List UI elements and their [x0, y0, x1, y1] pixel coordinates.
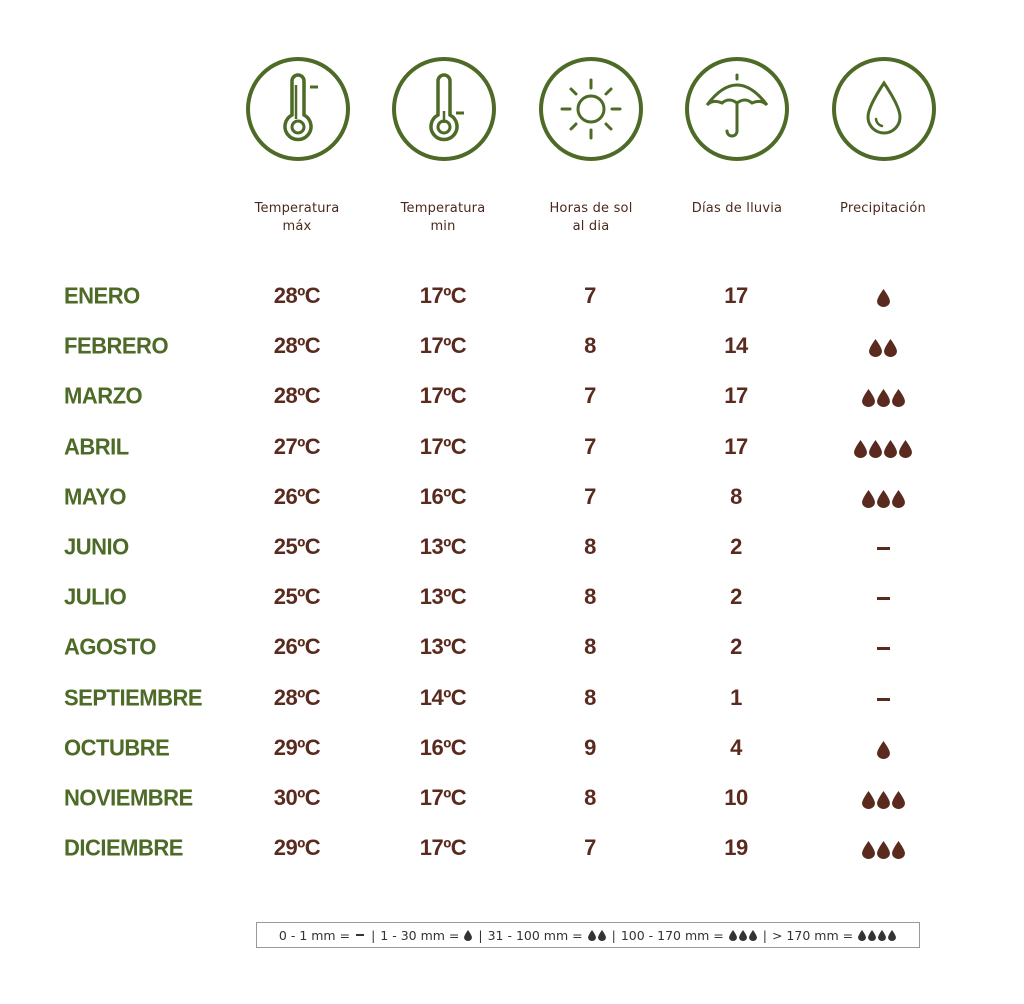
cell-tmax: 25ºC: [273, 584, 321, 609]
month-label: FEBRERO: [64, 332, 169, 359]
column-header-temp-min: [373, 200, 513, 236]
cell-tmax: 30ºC: [273, 785, 321, 810]
cell-precipitation: [823, 438, 943, 458]
cell-rain-days: 17: [724, 383, 748, 408]
drop-icon: [878, 930, 886, 941]
cell-sun: 7: [584, 484, 596, 509]
legend-separator: |: [371, 927, 376, 943]
cell-rain-days: 4: [730, 735, 742, 760]
cell-tmax: 27ºC: [273, 434, 321, 459]
month-label: AGOSTO: [64, 633, 156, 660]
legend-item: [380, 928, 473, 943]
dash-icon: [877, 698, 890, 701]
header-line: Temperatura: [400, 201, 486, 216]
cell-tmax: 29ºC: [273, 735, 321, 760]
cell-tmin: 17ºC: [419, 785, 467, 810]
sun-icon: [537, 55, 645, 163]
cell-tmin: 16ºC: [419, 735, 467, 760]
drop-icon: [854, 440, 867, 458]
drop-icon: [862, 389, 875, 407]
legend-range: 0 - 1 mm =: [278, 927, 351, 943]
drop-icon: [862, 490, 875, 508]
drop-icon: [858, 930, 866, 941]
drop-icon: [869, 440, 882, 458]
cell-tmax: 28ºC: [273, 333, 321, 358]
drop-icon: [892, 791, 905, 809]
cell-precipitation: [823, 588, 943, 607]
dash-icon: [356, 934, 364, 936]
month-label: MAYO: [64, 483, 126, 510]
legend-range: 31 - 100 mm =: [487, 927, 583, 943]
legend-item: [279, 928, 366, 943]
drop-icon: [862, 791, 875, 809]
cell-rain-days: 2: [730, 534, 742, 559]
cell-tmin: 17ºC: [419, 333, 467, 358]
column-header-rain-days: [667, 200, 807, 218]
cell-rain-days: 2: [730, 584, 742, 609]
cell-precipitation: [823, 387, 943, 407]
month-label: SEPTIEMBRE: [64, 684, 203, 711]
drop-icon: [729, 930, 737, 941]
drop-icon: [464, 930, 472, 941]
cell-sun: 7: [584, 434, 596, 459]
dash-icon: [877, 597, 890, 600]
column-header-precipitation: [813, 200, 953, 218]
drop-icon: [888, 930, 896, 941]
cell-precipitation: [823, 839, 943, 859]
legend-range: 1 - 30 mm =: [380, 927, 460, 943]
cell-sun: 8: [584, 333, 596, 358]
legend-range: > 170 mm =: [771, 927, 854, 943]
cell-tmin: 17ºC: [419, 283, 467, 308]
cell-sun: 8: [584, 685, 596, 710]
header-line: min: [430, 219, 456, 234]
cell-rain-days: 17: [724, 283, 748, 308]
column-header-temp-max: [227, 200, 367, 236]
cell-tmin: 14ºC: [419, 685, 467, 710]
cell-tmin: 16ºC: [419, 484, 467, 509]
drop-icon: [892, 490, 905, 508]
dash-icon: [877, 647, 890, 650]
drop-icon: [598, 930, 606, 941]
drop-icon: [892, 841, 905, 859]
month-label: MARZO: [64, 382, 143, 409]
month-label: DICIEMBRE: [64, 834, 183, 861]
raindrop-icon: [830, 55, 938, 163]
header-line: máx: [282, 219, 312, 234]
cell-sun: 9: [584, 735, 596, 760]
drop-icon: [892, 389, 905, 407]
header-line: al dia: [572, 219, 610, 234]
cell-tmax: 26ºC: [273, 634, 321, 659]
month-label: JUNIO: [64, 533, 129, 560]
cell-precipitation: [823, 538, 943, 557]
column-header-sun-hours: [521, 200, 661, 236]
cell-rain-days: 19: [724, 835, 748, 860]
drop-icon: [862, 841, 875, 859]
cell-sun: 7: [584, 835, 596, 860]
header-line: Días de lluvia: [691, 201, 783, 216]
drop-icon: [884, 339, 897, 357]
cell-precipitation: [823, 287, 943, 307]
drop-icon: [739, 930, 747, 941]
cell-rain-days: 14: [724, 333, 748, 358]
cell-rain-days: 8: [730, 484, 742, 509]
legend-range: 100 - 170 mm =: [620, 927, 724, 943]
cell-tmin: 13ºC: [419, 634, 467, 659]
cell-precipitation: [823, 638, 943, 657]
legend-item: [621, 928, 758, 943]
cell-sun: 8: [584, 584, 596, 609]
cell-tmax: 29ºC: [273, 835, 321, 860]
dash-icon: [877, 547, 890, 550]
drop-icon: [877, 490, 890, 508]
cell-tmax: 28ºC: [273, 383, 321, 408]
cell-tmin: 17ºC: [419, 835, 467, 860]
cell-tmin: 17ºC: [419, 383, 467, 408]
cell-sun: 7: [584, 383, 596, 408]
cell-precipitation: [823, 689, 943, 708]
month-label: JULIO: [64, 583, 127, 610]
cell-tmax: 25ºC: [273, 534, 321, 559]
cell-tmin: 17ºC: [419, 434, 467, 459]
cell-tmax: 26ºC: [273, 484, 321, 509]
legend-separator: |: [762, 927, 767, 943]
cell-rain-days: 1: [730, 685, 742, 710]
cell-rain-days: 2: [730, 634, 742, 659]
cell-precipitation: [823, 739, 943, 759]
cell-sun: 8: [584, 534, 596, 559]
cell-rain-days: 10: [724, 785, 748, 810]
cell-tmin: 13ºC: [419, 584, 467, 609]
cell-precipitation: [823, 488, 943, 508]
cell-sun: 8: [584, 634, 596, 659]
drop-icon: [749, 930, 757, 941]
legend-separator: |: [478, 927, 483, 943]
cell-precipitation: [823, 337, 943, 357]
drop-icon: [899, 440, 912, 458]
header-line: Precipitación: [840, 201, 926, 216]
cell-tmax: 28ºC: [273, 685, 321, 710]
drop-icon: [877, 389, 890, 407]
drop-icon: [588, 930, 596, 941]
precipitation-legend: [256, 922, 920, 948]
thermometer-max-icon: [244, 55, 352, 163]
thermometer-min-icon: [390, 55, 498, 163]
drop-icon: [868, 930, 876, 941]
legend-item: [488, 928, 607, 943]
month-label: ABRIL: [64, 433, 129, 460]
drop-icon: [869, 339, 882, 357]
cell-tmin: 13ºC: [419, 534, 467, 559]
month-label: ENERO: [64, 282, 140, 309]
cell-rain-days: 17: [724, 434, 748, 459]
cell-sun: 8: [584, 785, 596, 810]
drop-icon: [877, 289, 890, 307]
legend-item: [772, 928, 897, 943]
month-label: OCTUBRE: [64, 734, 170, 761]
umbrella-icon: [683, 55, 791, 163]
cell-tmax: 28ºC: [273, 283, 321, 308]
legend-separator: |: [611, 927, 616, 943]
header-line: Horas de sol: [549, 201, 633, 216]
month-label: NOVIEMBRE: [64, 784, 193, 811]
drop-icon: [877, 741, 890, 759]
drop-icon: [877, 841, 890, 859]
header-line: Temperatura: [254, 201, 340, 216]
drop-icon: [877, 791, 890, 809]
cell-precipitation: [823, 789, 943, 809]
drop-icon: [884, 440, 897, 458]
cell-sun: 7: [584, 283, 596, 308]
